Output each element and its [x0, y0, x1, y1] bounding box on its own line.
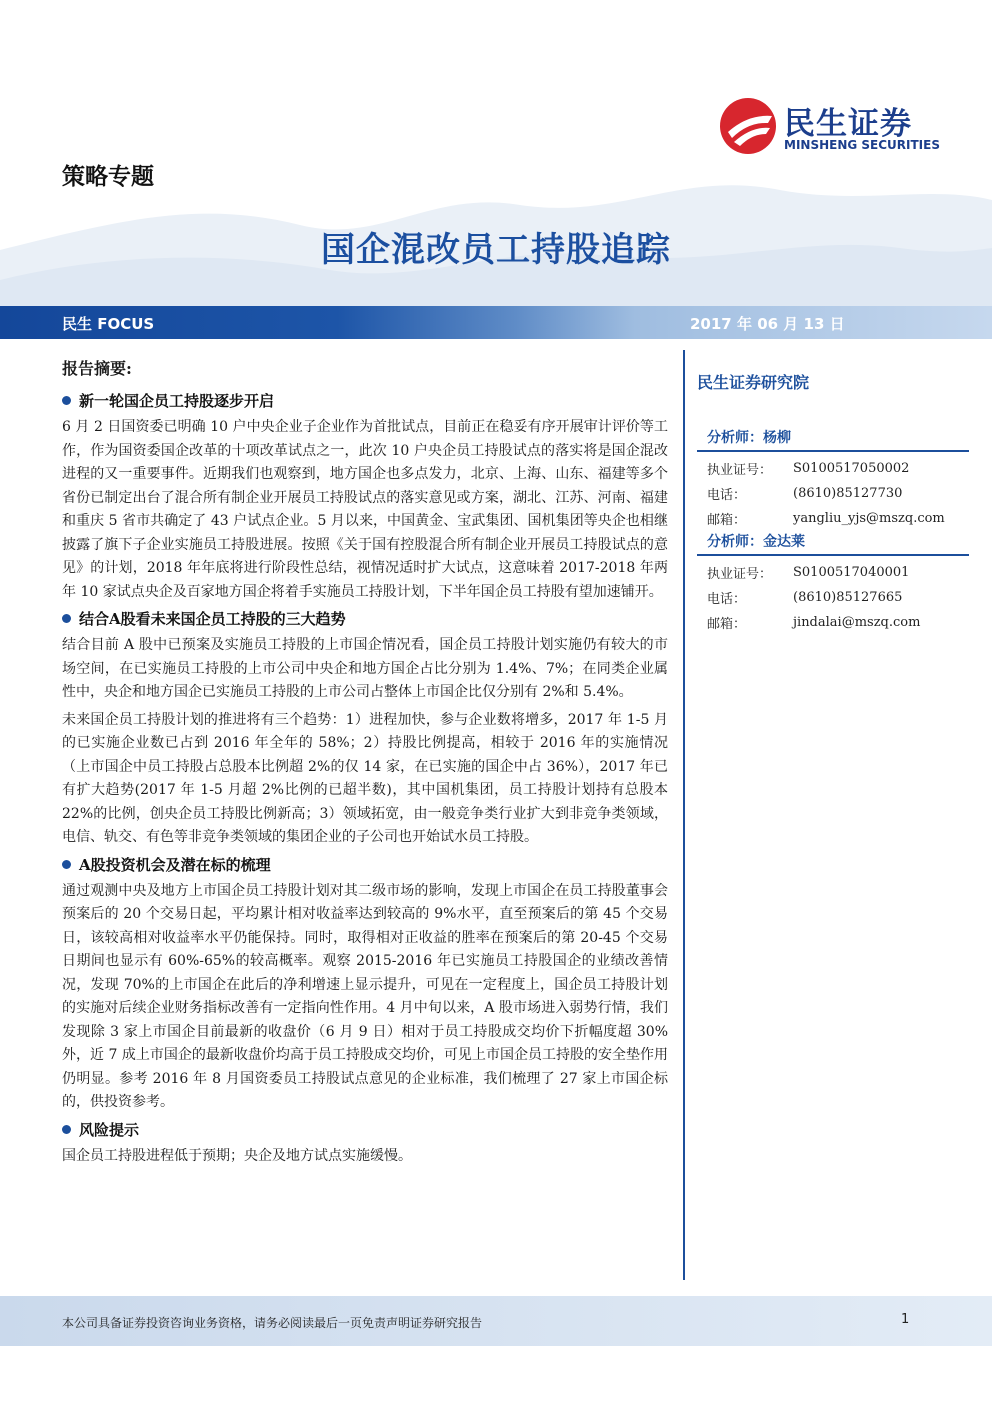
- section-heading: 风险提示: [62, 1119, 668, 1140]
- section-paragraph: 未来国企员工持股计划的推进将有三个趋势：1）进程加快，参与企业数将增多，2017 年 1-5 月的已实施企业数已占到 2016 年全年的 58%；2）持股比例提高，相较于 2016 年的实施情况（上市国企中员工持股占总股本比例超 2%的仅 14 家，在已实施的国企中占 36%），2017 年已有扩大趋势(2017 年 1-5 月超 2%比例的已超半数)，其中国机集团，员工持股计划持有总股本 22%的比例，创央企员工持股比例新高；3）领域拓宽，由一般竞争类行业扩大到非竞争类领域，电信、轨交、有色等非竞争类领域的集团企业的子公司也开始试水员工持股。: [62, 711, 668, 845]
- series-label: 民生 FOCUS: [62, 315, 155, 333]
- analyst-title: 分析师：杨柳: [697, 427, 969, 452]
- report-date: 2017 年 06 月 13 日: [690, 315, 845, 333]
- page-number: 1: [901, 1312, 910, 1327]
- bullet-icon: [62, 614, 71, 623]
- institute-name: 民生证券研究院: [697, 373, 810, 392]
- header-bar: [0, 306, 992, 339]
- license-row: 执业证号： S0100517050002: [707, 461, 910, 478]
- section-paragraph: 6 月 2 日国资委已明确 10 户中央企业子企业作为首批试点，目前正在稳妥有序开展审计评价等工作，作为国资委国企改革的十项改革试点之一，此次 10 户央企员工持股试点的落实将是国企混改进程的又一重要事件。近期我们也观察到，地方国企也多点发力，北京、上海、山东、福建等多个省份已制定出台了混合所有制企业开展员工持股试点的落实意见或方案，湖北、江苏、河南、福建和重庆 5 省市共确定了 43 户试点企业。5 月以来，中国黄金、宝武集团、国机集团等央企也相继披露了旗下子企业实施员工持股进展。按照《关于国有控股混合所有制企业开展员工持股试点的意见》的计划，2018 年年底将进行阶段性总结，视情况适时扩大试点，这意味着 2017-2018 年两年 10 家试点央企及百家地方国企将着手实施员工持股计划，下半年国企员工持股有望加速铺开。: [62, 419, 668, 600]
- abstract-body: [62, 390, 668, 1172]
- analyst-sidebar: [697, 370, 969, 635]
- email-row[interactable]: 邮箱： yangliu_yjs@mszq.com: [707, 511, 945, 528]
- email-row[interactable]: 邮箱： jindalai@mszq.com: [707, 615, 921, 632]
- section-heading: 结合A股看未来国企员工持股的三大趋势: [62, 608, 668, 629]
- section-paragraph: 国企员工持股进程低于预期；央企及地方试点实施缓慢。: [62, 1147, 412, 1164]
- logo-name: 民生证券: [784, 106, 912, 142]
- bullet-icon: [62, 1125, 71, 1134]
- bullet-icon: [62, 396, 71, 405]
- abstract-label: 报告摘要:: [62, 359, 132, 378]
- column-divider: [683, 350, 685, 1280]
- page-footer: [0, 1296, 992, 1346]
- analyst-title: 分析师：金达莱: [697, 531, 969, 556]
- page-title: 国企混改员工持股追踪: [321, 230, 671, 270]
- logo-subtitle: MINSHENG SECURITIES: [784, 138, 940, 152]
- section-heading: A股投资机会及潜在标的梳理: [62, 854, 668, 875]
- report-category: 策略专题: [62, 163, 154, 190]
- logo-mark-icon: [718, 96, 778, 156]
- section-paragraph: 通过观测中央及地方上市国企员工持股计划对其二级市场的影响，发现上市国企在员工持股董事会预案后的 20 个交易日起，平均累计相对收益率达到较高的 9%水平，直至预案后的第 45 个交易日，该较高相对收益率水平仍能保持。同时，取得相对正收益的胜率在预案后的第 20-45 个交易日期间也显示有 60%-65%的较高概率。观察 2015-2016 年已实施员工持股国企的业绩改善情况，发现 70%的上市国企在此后的净利增速上显示提升，可见在一定程度上，国企员工持股计划的实施对后续企业财务指标改善有一定指向性作用。4 月中旬以来，A 股市场进入弱势行情，我们发现除 3 家上市国企目前最新的收盘价（6 月 9 日）相对于员工持股成交均价下折幅度超 30%外，近 7 成上市国企的最新收盘价均高于员工持股成交均价，可见上市国企员工持股的安全垫作用仍明显。参考 2016 年 8 月国资委员工持股试点意见的企业标准，我们梳理了 27 家上市国企标的，供投资参考。: [62, 882, 668, 1110]
- company-logo: [718, 96, 958, 160]
- section-paragraph: 结合目前 A 股中已预案及实施员工持股的上市国企情况看，国企员工持股计划实施仍有较大的市场空间，在已实施员工持股的上市公司中央企和地方国企占比分别为 1.4%、7%；在同类企业属性中，央企和地方国企已实施员工持股的上市公司占整体上市国企比仅分别有 2%和 5.4%。: [62, 637, 668, 700]
- license-row: 执业证号： S0100517040001: [707, 565, 910, 582]
- phone-row: 电话： (8610)85127665: [707, 590, 903, 607]
- section-heading: 新一轮国企员工持股逐步开启: [62, 390, 668, 411]
- bullet-icon: [62, 860, 71, 869]
- phone-row: 电话： (8610)85127730: [707, 486, 903, 503]
- footer-disclaimer: 本公司具备证券投资咨询业务资格，请务必阅读最后一页免责声明证券研究报告: [62, 1316, 483, 1330]
